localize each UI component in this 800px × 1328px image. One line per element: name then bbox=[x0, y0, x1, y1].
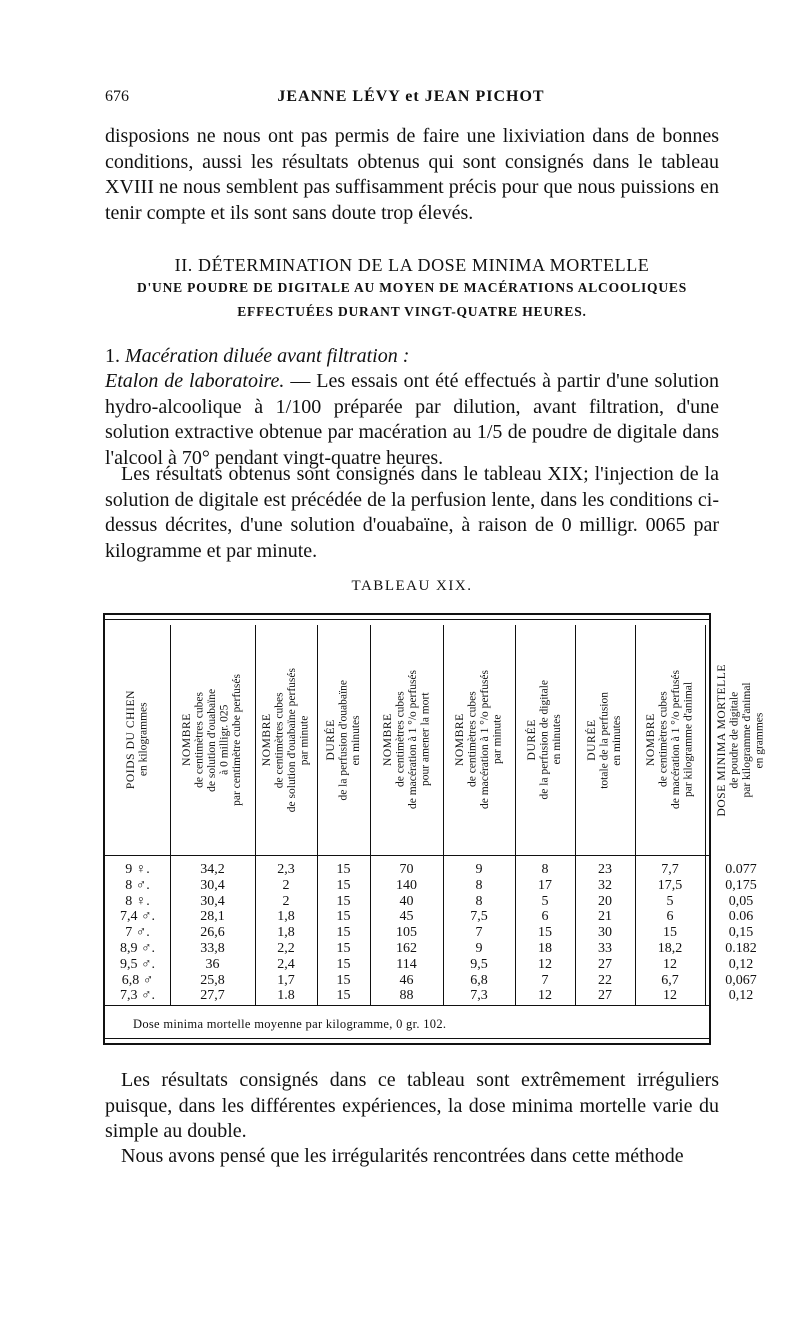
table-cell: 7,5 bbox=[470, 909, 488, 925]
table-cell: 28,1 bbox=[200, 909, 225, 925]
table-cell: 0,15 bbox=[728, 925, 754, 941]
subsection-number: 1. bbox=[105, 345, 120, 367]
column-header-line: NOMBRE bbox=[181, 713, 194, 767]
column-header-10 bbox=[705, 625, 777, 855]
table-cell: 140 bbox=[396, 877, 417, 893]
table-cell: 20 bbox=[598, 893, 612, 909]
table-cell: 15 bbox=[336, 925, 351, 941]
section-heading-line-2: D'UNE POUDRE DE DIGITALE AU MOYEN DE MACÉRATIONS ALCOOLIQUES bbox=[136, 280, 688, 295]
table-cell: 0.06 bbox=[728, 909, 754, 925]
column-header-line: de centimètres cubes bbox=[657, 692, 670, 788]
table-cell: 1.8 bbox=[277, 988, 295, 1004]
subsection-title bbox=[105, 344, 719, 370]
table-title: TABLEAU XIX. bbox=[351, 578, 473, 594]
table-cell: 6 bbox=[541, 909, 549, 925]
table-cell: 70 bbox=[399, 862, 414, 877]
table-cell: 33 bbox=[598, 941, 612, 956]
table-cell: 8 ♀. bbox=[125, 893, 150, 909]
column-header-line: de centimètres cubes bbox=[394, 692, 406, 788]
column-header-6 bbox=[443, 625, 515, 855]
table-cell: 36 bbox=[205, 956, 220, 972]
column-header-text bbox=[586, 692, 624, 789]
table-cell: 0,05 bbox=[728, 893, 754, 909]
table-cell: 7 ♂. bbox=[125, 925, 150, 941]
column-header-line: en minutes bbox=[551, 714, 564, 766]
column-header-line: DURÉE bbox=[586, 719, 599, 761]
table-cell: 33,8 bbox=[200, 941, 225, 956]
column-header-1 bbox=[105, 625, 170, 855]
table-cell: 0,12 bbox=[728, 988, 754, 1004]
column-rule bbox=[575, 625, 576, 1005]
page-number: 676 bbox=[105, 88, 129, 105]
column-header-line: de macération à 1 °/o perfusés bbox=[479, 670, 491, 810]
column-rule bbox=[255, 625, 256, 1005]
column-header-text bbox=[261, 668, 311, 812]
column-header-line: de la perfusion d'ouabaïne bbox=[337, 679, 350, 801]
table-row bbox=[105, 988, 754, 1004]
table-cell: 0,12 bbox=[728, 956, 754, 972]
column-header-7 bbox=[515, 625, 575, 855]
table-cell: 8 bbox=[475, 877, 483, 893]
table-cell: 2 bbox=[282, 877, 290, 893]
column-rule bbox=[317, 625, 318, 1005]
table-cell: 15 bbox=[336, 988, 351, 1004]
column-header-line: de centimètres cubes bbox=[193, 692, 206, 788]
table-cell: 40 bbox=[399, 893, 414, 909]
column-header-line: de la perfusion de digitale bbox=[538, 680, 551, 800]
table-cell: 15 bbox=[336, 972, 351, 988]
running-title: JEANNE LÉVY et JEAN PICHOT bbox=[277, 88, 545, 105]
table-row bbox=[105, 972, 757, 989]
table-cell: 0.077 bbox=[725, 862, 757, 877]
table-cell: 9,5 bbox=[470, 956, 488, 972]
paragraph-2-text: — Les essais ont été effectués à partir d'une solution hydro-alcoolique à 1/100 préparée par dilution, avant filtration, d'une solution extractive obtenue par macération au 1/5 de poudre de digitale dans l'alcool à 70° pendant vingt-quatre heures. bbox=[105, 370, 720, 469]
column-header-line: de centimètres cubes bbox=[466, 692, 479, 788]
column-header-3 bbox=[255, 625, 317, 855]
column-header-line: en grammes bbox=[753, 712, 766, 768]
table-cell: 32 bbox=[598, 877, 612, 893]
column-header-9 bbox=[635, 625, 705, 855]
table-cell: 30 bbox=[598, 925, 612, 941]
table-cell: 9 ♀. bbox=[125, 862, 150, 877]
table-cell: 9 bbox=[475, 862, 483, 877]
table-cell: 25,8 bbox=[200, 972, 225, 988]
column-header-2 bbox=[170, 625, 255, 855]
table-cell: 1,8 bbox=[277, 925, 295, 941]
table-cell: 15 bbox=[336, 956, 351, 972]
table-cell: 27 bbox=[598, 956, 612, 972]
table-cell: 12 bbox=[538, 988, 552, 1004]
table-cell: 162 bbox=[396, 941, 417, 956]
paragraph-5: Nous avons pensé que les irrégularités rencontrées dans cette méthode bbox=[121, 1145, 684, 1167]
table-cell: 5 bbox=[666, 893, 674, 909]
section-heading-line-3: EFFECTUÉES DURANT VINGT-QUATRE HEURES. bbox=[237, 304, 587, 319]
table-cell: 105 bbox=[396, 925, 417, 941]
table-cell: 12 bbox=[663, 988, 677, 1004]
column-rule bbox=[370, 625, 371, 1005]
table-cell: 7,3 bbox=[470, 988, 488, 1004]
table-cell: 23 bbox=[598, 862, 612, 877]
table-cell: 2,4 bbox=[277, 956, 295, 972]
column-header-text bbox=[454, 670, 504, 809]
column-header-line: NOMBRE bbox=[381, 713, 394, 767]
table-cell: 15 bbox=[538, 925, 552, 941]
table-cell: 46 bbox=[399, 972, 414, 988]
column-rule bbox=[443, 625, 444, 1005]
table-cell: 27,7 bbox=[200, 988, 225, 1004]
table-row bbox=[105, 862, 757, 878]
paragraph-3: Les résultats obtenus sont consignés dans le tableau XIX; l'injection de la solution de digitale est précédée de la perfusion lente, dans les conditions ci-dessus décrites, d'une solution d'ouabaïne, à raison de 0 milligr. 0065 par kilogramme et par minute. bbox=[105, 463, 719, 562]
table-body-separator bbox=[105, 1005, 709, 1006]
table-cell: 6,8 bbox=[470, 972, 488, 988]
column-header-line: de solution d'ouabaïne perfusés bbox=[286, 667, 298, 813]
table-cell: 9 bbox=[475, 941, 483, 956]
column-header-8 bbox=[575, 625, 635, 855]
column-header-line: par minute bbox=[491, 715, 504, 765]
table-cell: 9,5 ♂. bbox=[120, 956, 155, 972]
table-row bbox=[105, 877, 757, 894]
table-cell: 0,067 bbox=[725, 972, 757, 988]
paragraph-4: Les résultats consignés dans ce tableau sont extrêmement irréguliers puisque, dans les différentes expériences, la dose minima mortelle varie du simple au double. bbox=[105, 1069, 719, 1142]
table-cell: 15 bbox=[336, 909, 351, 925]
page-header bbox=[105, 88, 717, 112]
etalon-label: Etalon de laboratoire. bbox=[105, 370, 285, 392]
table-cell: 7,4 ♂. bbox=[120, 909, 155, 925]
table-cell: 21 bbox=[598, 909, 612, 925]
table-row bbox=[105, 956, 754, 973]
table-cell: 5 bbox=[541, 893, 549, 909]
table-cell: 7 bbox=[541, 972, 549, 988]
column-header-line: par minute bbox=[298, 715, 311, 765]
table-cell: 22 bbox=[598, 972, 612, 988]
table-cell: 7,7 bbox=[661, 862, 679, 877]
table-cell: 7 bbox=[475, 925, 483, 941]
table-cell: 1,8 bbox=[277, 909, 295, 925]
column-header-line: de solution d'ouabaïne bbox=[206, 688, 219, 792]
column-header-line: de centimètres cubes bbox=[273, 692, 286, 788]
table-cell: 15 bbox=[336, 893, 351, 909]
column-header-line: NOMBRE bbox=[454, 713, 466, 767]
column-rule bbox=[705, 625, 706, 1005]
table-cell: 30,4 bbox=[200, 893, 225, 909]
table-cell: 0,175 bbox=[725, 877, 757, 893]
table-header-row bbox=[105, 625, 766, 855]
column-header-line: en minutes bbox=[349, 714, 362, 766]
table-cell: 6,7 bbox=[661, 972, 679, 988]
table-cell: 1,7 bbox=[277, 972, 295, 988]
column-header-text bbox=[645, 670, 695, 809]
table-cell: 45 bbox=[399, 909, 414, 925]
table-cell: 17,5 bbox=[657, 877, 683, 893]
table-cell: 18,2 bbox=[657, 941, 683, 956]
table-cell: 17 bbox=[538, 877, 552, 893]
table-cell: 26,6 bbox=[200, 925, 225, 941]
column-header-line: DURÉE bbox=[526, 719, 539, 761]
table-header-separator bbox=[105, 855, 709, 856]
table-cell: 2 bbox=[282, 893, 290, 909]
table-cell: 27 bbox=[598, 988, 612, 1004]
paragraph-2 bbox=[105, 369, 719, 471]
table-cell: 8 bbox=[541, 862, 549, 877]
table-cell: 34,2 bbox=[200, 862, 225, 877]
table-cell: 8 ♂. bbox=[125, 877, 150, 893]
column-header-line: NOMBRE bbox=[261, 713, 273, 767]
table-row bbox=[105, 909, 754, 925]
table-cell: 114 bbox=[396, 956, 417, 972]
section-heading-line-1: II. DÉTERMINATION DE LA DOSE MINIMA MORTELLE bbox=[174, 255, 650, 275]
table-cell: 12 bbox=[538, 956, 552, 972]
table-cell: 6,8 ♂ bbox=[121, 972, 154, 988]
table-cell: 2,2 bbox=[277, 941, 295, 956]
column-header-text bbox=[716, 664, 766, 817]
table-cell: 15 bbox=[336, 877, 351, 893]
column-header-line: à 0 milligr. 025 bbox=[218, 704, 231, 776]
table-cell: 30,4 bbox=[200, 877, 225, 893]
table-cell: 7,3 ♂. bbox=[120, 988, 155, 1004]
column-rule bbox=[170, 625, 171, 1005]
column-header-4 bbox=[317, 625, 370, 855]
column-header-line: NOMBRE bbox=[645, 713, 657, 767]
column-header-text bbox=[125, 690, 150, 789]
column-header-line: en kilogrammes bbox=[137, 703, 150, 777]
column-header-line: POIDS DU CHIEN bbox=[125, 690, 137, 790]
table-cell: 15 bbox=[336, 862, 351, 877]
column-header-text bbox=[181, 674, 244, 806]
column-header-line: totale de la perfusion bbox=[598, 691, 611, 789]
column-header-line: par centimètre cube perfusés bbox=[231, 674, 244, 806]
subsection-title-text: Macération diluée avant filtration : bbox=[125, 345, 410, 367]
column-header-text bbox=[325, 680, 363, 801]
table-row bbox=[105, 941, 757, 957]
column-header-line: de macération à 1 °/o perfusés bbox=[670, 670, 682, 810]
table-cell: 88 bbox=[399, 988, 414, 1004]
table-cell: 6 bbox=[666, 909, 674, 925]
column-header-line: DURÉE bbox=[324, 719, 337, 761]
table-cell: 15 bbox=[336, 941, 351, 956]
table-bottom-rule bbox=[105, 1038, 709, 1039]
table-footnote: Dose minima mortelle moyenne par kilogramme, 0 gr. 102. bbox=[133, 1017, 447, 1031]
table-cell: 15 bbox=[663, 925, 677, 941]
column-rule bbox=[635, 625, 636, 1005]
column-header-5 bbox=[370, 625, 443, 855]
table-row bbox=[105, 925, 754, 941]
table-cell: 18 bbox=[538, 941, 552, 956]
table-cell: 8 bbox=[475, 893, 483, 909]
table-cell: 0.182 bbox=[725, 941, 757, 956]
column-header-line: DOSE MINIMA MORTELLE bbox=[716, 663, 728, 817]
table-cell: 2,3 bbox=[277, 862, 295, 877]
table-cell: 8,9 ♂. bbox=[120, 941, 155, 956]
column-header-line: de macération à 1 °/o perfusés bbox=[406, 670, 419, 810]
column-header-line: pour amener la mort bbox=[419, 693, 431, 787]
table-top-rule bbox=[105, 619, 709, 620]
column-header-line: par kilogramme d'animal bbox=[741, 682, 753, 798]
paragraph-1: disposions ne nous ont pas permis de faire une lixiviation dans de bonnes conditions, aussi les résultats obtenus qui sont consignés dans le tableau XVIII ne nous semblent pas suffisamment précis pour que nous puissions en tenir compte et ils sont sans doute trop élevés. bbox=[105, 125, 719, 224]
column-header-line: de poudre de digitale bbox=[728, 691, 741, 789]
column-header-line: en minutes bbox=[611, 714, 624, 766]
column-header-text bbox=[526, 680, 564, 799]
column-header-line: par kilogramme d'animal bbox=[682, 682, 695, 798]
data-table bbox=[103, 613, 766, 1045]
column-rule bbox=[515, 625, 516, 1005]
column-header-text bbox=[382, 670, 432, 809]
table-row bbox=[105, 893, 754, 910]
table-cell: 12 bbox=[663, 956, 677, 972]
